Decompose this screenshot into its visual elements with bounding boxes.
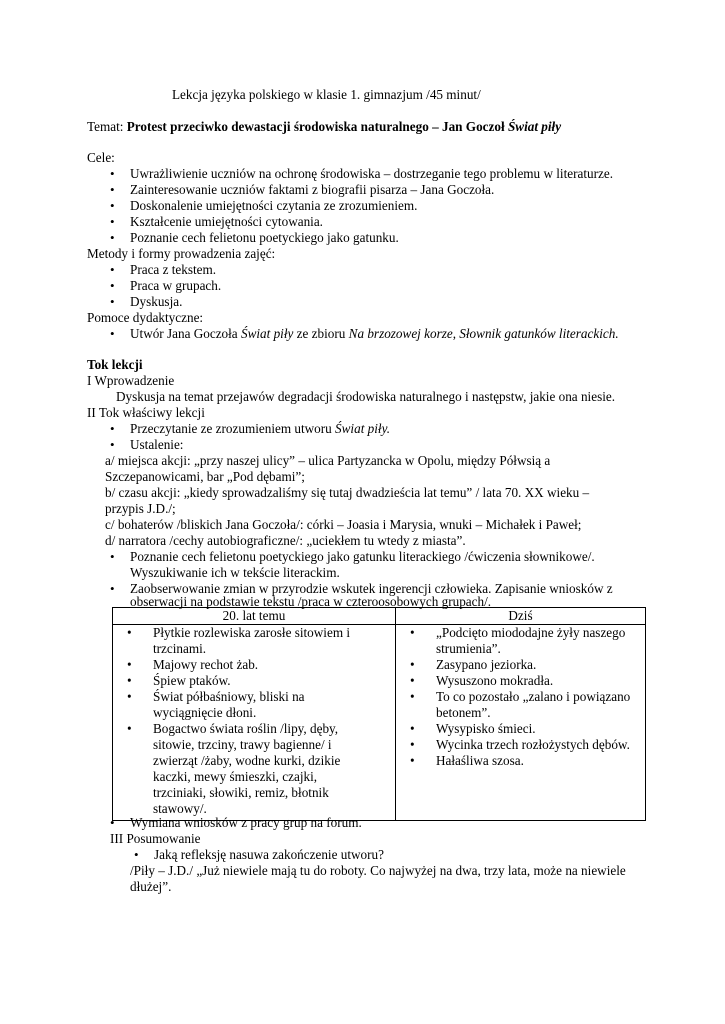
comparison-table [112, 607, 646, 821]
table-item-line: betonem”. [436, 705, 491, 720]
table-item-line: strumienia”. [436, 641, 501, 656]
bullet-icon: • [110, 198, 115, 213]
table-item-line: wyciągnięcie dłoni. [153, 705, 257, 720]
table-list-item [396, 625, 645, 657]
topic-work-title: Świat piły [507, 119, 562, 134]
bullet-icon: • [127, 657, 132, 672]
bullet-icon: • [110, 262, 115, 277]
bullet-icon: • [110, 230, 115, 245]
bullet-icon: • [410, 753, 415, 768]
quote-line: /Piły – J.D./ „Już niewiele mają tu do roboty. Co najwyżej na dwa, trzy lata, może na niewiele [130, 863, 626, 878]
bullet-icon: • [110, 214, 115, 229]
table-item-line: Majowy rechot żab. [153, 657, 259, 672]
table-list-item [113, 721, 395, 817]
summary-label: III Posumowanie [110, 831, 201, 846]
intro-text: Dyskusja na temat przejawów degradacji środowiska naturalnego i następstw, jakie ona niesie. [116, 389, 616, 404]
course-heading: Tok lekcji [87, 357, 143, 372]
table-item-line: Wysuszono mokradła. [436, 673, 554, 688]
table-item-line: Wysypisko śmieci. [436, 721, 536, 736]
list-item: Zainteresowanie uczniów faktami z biografii pisarza – Jana Goczoła. [130, 182, 495, 197]
list-item: Poznanie cech felietonu poetyckiego jako gatunku. [130, 230, 399, 245]
table-cell-now [396, 625, 646, 821]
table-list-item [113, 689, 395, 721]
table-list-item [396, 721, 645, 737]
list-item: Uwrażliwienie uczniów na ochronę środowiska – dostrzeganie tego problemu w literaturze. [130, 166, 614, 181]
heroes-line: c/ bohaterów /bliskich Jana Goczoła/: córki – Joasia i Marysia, wnuki – Michałek i Paweł; [105, 517, 582, 532]
bullet-icon: • [110, 278, 115, 293]
table-header-row [113, 608, 646, 625]
feuilleton-line: Poznanie cech felietonu poetyckiego jako gatunku literackiego /ćwiczenia słownikowe/. [130, 549, 595, 564]
place-line: a/ miejsca akcji: „przy naszej ulicy” – ulica Partyzancka w Opolu, między Półwsią a [105, 453, 551, 468]
time-line: b/ czasu akcji: „kiedy sprowadzaliśmy się tutaj dwadzieścia lat temu” / lata 70. XX wieku – [105, 485, 590, 500]
column-header: Dziś [396, 608, 646, 625]
table-list-item [113, 657, 395, 673]
bullet-icon: • [127, 673, 132, 688]
bullet-icon: • [410, 673, 415, 688]
bullet-icon: • [110, 421, 115, 436]
table-item-line: Zasypano jeziorka. [436, 657, 537, 672]
lesson-header: Lekcja języka polskiego w klasie 1. gimnazjum /45 minut/ [172, 87, 481, 102]
bullet-icon: • [410, 689, 415, 704]
list-item: Doskonalenie umiejętności czytania ze zrozumieniem. [130, 198, 418, 213]
column-header: 20. lat temu [113, 608, 396, 625]
table-item-line: Wycinka trzech rozłożystych dębów. [436, 737, 630, 752]
observe-line: obserwacji na podstawie tekstu /praca w czteroosobowych grupach/. [130, 594, 492, 609]
lesson-topic [87, 119, 561, 135]
bullet-icon: • [127, 625, 132, 640]
bullet-icon: • [127, 689, 132, 704]
intro-label: I Wprowadzenie [87, 373, 175, 388]
list-item: Kształcenie umiejętności cytowania. [130, 214, 323, 229]
table-item-line: „Podcięto miododajne żyły naszego [436, 625, 626, 640]
bullet-icon: • [110, 581, 115, 596]
narrator-line: d/ narratora /cechy autobiograficzne/: „uciekłem tu wtedy z miasta”. [105, 533, 466, 548]
question-line: Jaką refleksję nasuwa zakończenie utworu? [154, 847, 384, 862]
table-list-item [396, 689, 645, 721]
place-line: Szczepanowicami, bar „Pod dębami”; [105, 469, 305, 484]
table-item-line: kaczki, mewy śmieszki, czajki, [153, 769, 318, 784]
bullet-icon: • [110, 326, 115, 341]
bullet-icon: • [134, 847, 139, 862]
table-item-line: zwierząt /żaby, wodne kurki, dzikie [153, 753, 341, 768]
quote-line: dłużej”. [130, 879, 172, 894]
table-row [113, 625, 646, 821]
table-item-line: trzciniaki, słowiki, remiz, błotnik [153, 785, 329, 800]
table-item-line: Hałaśliwa szosa. [436, 753, 524, 768]
table-list-item [396, 753, 645, 769]
table-list-item [113, 673, 395, 689]
bullet-icon: • [410, 657, 415, 672]
aids-item: Utwór Jana Goczoła Świat piły ze zbioru Na brzozowej korze, Słownik gatunków literackich. [130, 326, 619, 341]
topic-label: Temat: [87, 119, 127, 134]
establish-item: Ustalenie: [130, 437, 184, 452]
table-item-line: Świat półbaśniowy, bliski na [153, 689, 305, 704]
methods-label: Metody i formy prowadzenia zajęć: [87, 246, 276, 261]
bullet-icon: • [110, 182, 115, 197]
list-item: Dyskusja. [130, 294, 183, 309]
list-item: Praca z tekstem. [130, 262, 217, 277]
time-line: przypis J.D./; [105, 501, 176, 516]
table-list-item [396, 737, 645, 753]
table-item-line: To co pozostało „zalano i powiązano [436, 689, 631, 704]
table-item-line: Śpiew ptaków. [153, 673, 231, 688]
table-item-line: sitowie, trzciny, trawy bagienne/ i [153, 737, 332, 752]
table-item-line: Płytkie rozlewiska zarosłe sitowiem i [153, 625, 351, 640]
main-label: II Tok właściwy lekcji [87, 405, 205, 420]
exchange-line: Wymiana wniosków z pracy grup na forum. [130, 815, 362, 830]
table-item-line: stawowy/. [153, 801, 207, 816]
aids-label: Pomoce dydaktyczne: [87, 310, 204, 325]
bullet-icon: • [110, 815, 115, 830]
bullet-icon: • [410, 737, 415, 752]
topic-title: Protest przeciwko dewastacji środowiska naturalnego – Jan Goczoł [126, 119, 508, 134]
list-item: Praca w grupach. [130, 278, 222, 293]
bullet-icon: • [127, 721, 132, 736]
bullet-icon: • [110, 166, 115, 181]
bullet-icon: • [410, 625, 415, 640]
bullet-icon: • [410, 721, 415, 736]
table-list-item [396, 673, 645, 689]
feuilleton-line: Wyszukiwanie ich w tekście literackim. [130, 565, 340, 580]
table-cell-past [113, 625, 396, 821]
bullet-icon: • [110, 549, 115, 564]
table-list-item [113, 625, 395, 657]
reading-item: Przeczytanie ze zrozumieniem utworu Świat piły. [130, 421, 390, 436]
table-item-line: Bogactwo świata roślin /lipy, dęby, [153, 721, 339, 736]
observe-line: Zaobserwowanie zmian w przyrodzie wskutek ingerencji człowieka. Zapisanie wniosków z [130, 581, 613, 596]
table-list-item [396, 657, 645, 673]
bullet-icon: • [110, 294, 115, 309]
goals-label: Cele: [87, 150, 115, 165]
table-item-line: trzcinami. [153, 641, 207, 656]
bullet-icon: • [110, 437, 115, 452]
